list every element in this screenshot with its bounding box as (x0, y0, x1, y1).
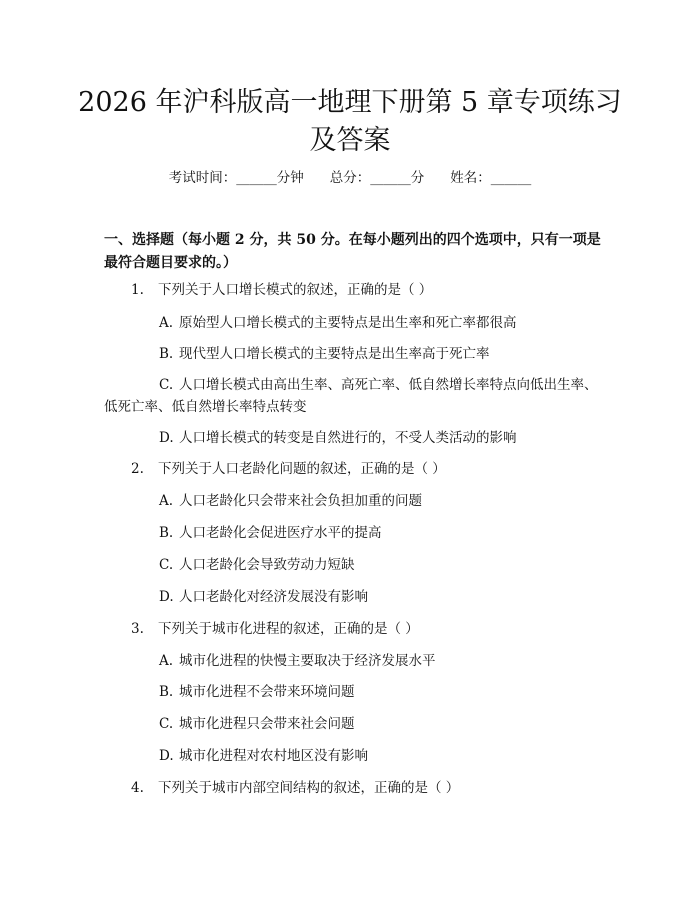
question-option (159, 587, 599, 607)
option-text: 人口老龄化只会带来社会负担加重的问题 (179, 493, 422, 509)
option-text: 原始型人口增长模式的主要特点是出生率和死亡率都很高 (179, 315, 517, 331)
question-number: 3. (131, 621, 144, 637)
option-letter: B. (159, 684, 174, 700)
title-line-1: 2026 年沪科版高一地理下册第 5 章专项练习 (78, 87, 622, 118)
option-letter: D. (159, 748, 174, 764)
total-score-label: 总分：______分 (329, 170, 425, 186)
question-option (159, 651, 599, 671)
option-letter: A. (159, 493, 174, 509)
page-title (60, 84, 640, 160)
question-stem (131, 280, 601, 300)
question-option (159, 555, 599, 575)
option-letter: D. (159, 430, 174, 446)
option-letter: C. (159, 557, 174, 573)
question-option (159, 313, 599, 333)
option-text: 城市化进程只会带来社会问题 (179, 716, 355, 732)
option-text: 人口老龄化对经济发展没有影响 (179, 589, 368, 605)
question-text: 下列关于人口增长模式的叙述，正确的是（ ） (158, 282, 433, 298)
question-number: 4. (131, 780, 144, 796)
option-text: 人口老龄化会导致劳动力短缺 (179, 557, 355, 573)
question-text: 下列关于城市内部空间结构的叙述，正确的是（ ） (158, 780, 460, 796)
question-text: 下列关于人口老龄化问题的叙述，正确的是（ ） (158, 461, 446, 477)
question-option (159, 746, 599, 766)
question-number: 2. (131, 461, 144, 477)
question-option (104, 374, 598, 418)
option-text: 城市化进程对农村地区没有影响 (179, 748, 368, 764)
question-option (159, 714, 599, 734)
option-letter: C. (159, 377, 174, 393)
option-letter: D. (159, 589, 174, 605)
question-text: 下列关于城市化进程的叙述，正确的是（ ） (158, 621, 419, 637)
option-letter: A. (159, 315, 174, 331)
option-letter: B. (159, 525, 174, 541)
question-stem (131, 459, 601, 479)
exam-meta (0, 168, 700, 188)
exam-time-label: 考试时间：______分钟 (168, 170, 304, 186)
option-text: 人口增长模式由高出生率、高死亡率、低自然增长率特点向低出生率、低死亡率、低自然增长率特点转变 (104, 377, 598, 415)
option-text: 城市化进程不会带来环境问题 (179, 684, 355, 700)
question-number: 1. (131, 282, 144, 298)
question-option (159, 428, 599, 448)
option-text: 人口增长模式的转变是自然进行的，不受人类活动的影响 (179, 430, 517, 446)
section-heading: 一、选择题（每小题 2 分，共 50 分。在每小题列出的四个选项中，只有一项是最符合题目要求的。） (104, 232, 601, 271)
option-letter: A. (159, 653, 174, 669)
option-text: 现代型人口增长模式的主要特点是出生率高于死亡率 (179, 346, 490, 362)
question-option (159, 682, 599, 702)
question-stem (131, 619, 601, 639)
question-option (159, 491, 599, 511)
question-stem (131, 778, 601, 798)
question-option (159, 344, 599, 364)
name-label: 姓名：______ (450, 170, 532, 186)
option-letter: C. (159, 716, 174, 732)
question-option (159, 523, 599, 543)
option-text: 人口老龄化会促进医疗水平的提高 (179, 525, 382, 541)
option-letter: B. (159, 346, 174, 362)
option-text: 城市化进程的快慢主要取决于经济发展水平 (179, 653, 436, 669)
title-line-2: 及答案 (309, 125, 391, 156)
